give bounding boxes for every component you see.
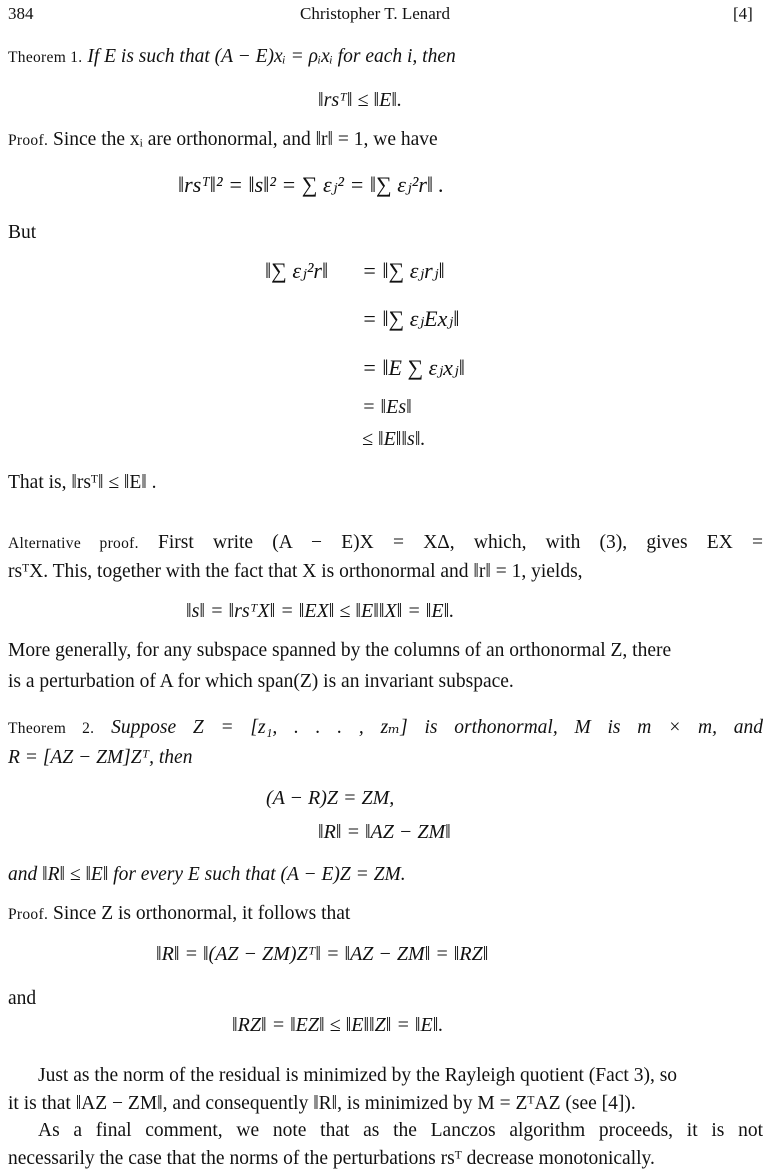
general-line-1: More generally, for any subspace spanned by the columns of an orthonormal Z, there <box>8 640 672 661</box>
chain-lhs: ‖∑ εⱼ²r‖ <box>265 258 329 283</box>
closing-line-3: As a final comment, we note that as the Lanczos algorithm proceeds, it is not <box>38 1120 763 1141</box>
alt-proof-text-1: First write (A − E)X = XΔ, which, with (3), gives EX = <box>158 532 763 553</box>
proof-1-text: Since the xᵢ are orthonormal, and ‖r‖ = 1, we have <box>53 129 438 150</box>
theorem-2-display-1: (A − R)Z = ZM, <box>266 787 395 809</box>
chain-line-4: = ‖Es‖ <box>362 396 412 418</box>
proof-1-display: ‖rsᵀ‖² = ‖s‖² = ∑ εⱼ² = ‖∑ εⱼ²r‖ . <box>178 172 445 197</box>
theorem-2-line-3: and ‖R‖ ≤ ‖E‖ for every E such that (A − E)Z = ZM. <box>8 864 406 885</box>
alt-proof-label: Alternative proof. <box>8 535 139 552</box>
theorem-2-line-1 <box>8 718 763 738</box>
alt-proof-line-2: rsᵀX. This, together with the fact that X is orthonormal and ‖r‖ = 1, yields, <box>8 561 583 582</box>
theorem-1-statement: If E is such that (A − E)xᵢ = ρᵢxᵢ for each i, then <box>87 46 456 67</box>
chain-line-3: = ‖E ∑ εⱼxⱼ‖ <box>362 355 465 380</box>
proof-1-label: Proof. <box>8 132 49 149</box>
theorem-1-label: Theorem 1. <box>8 49 83 66</box>
theorem-1-display: ‖rsᵀ‖ ≤ ‖E‖. <box>318 89 402 111</box>
page-number: 384 <box>8 4 34 23</box>
issue-reference: [4] <box>733 4 753 23</box>
closing-line-4: necessarily the case that the norms of the perturbations rsᵀ decrease monotonically. <box>8 1148 655 1169</box>
chain-line-1: = ‖∑ εⱼrⱼ‖ <box>362 258 445 283</box>
closing-line-1: Just as the norm of the residual is minimized by the Rayleigh quotient (Fact 3), so <box>38 1065 678 1086</box>
running-title: Christopher T. Lenard <box>300 4 450 23</box>
chain-line-2: = ‖∑ εⱼExⱼ‖ <box>362 306 460 331</box>
theorem-2-line-2: R = [AZ − ZM]Zᵀ, then <box>8 747 193 768</box>
alt-proof-line-1 <box>8 533 763 553</box>
general-line-2: is a perturbation of A for which span(Z) is an invariant subspace. <box>8 671 514 692</box>
proof-2-display-1: ‖R‖ = ‖(AZ − ZM)Zᵀ‖ = ‖AZ − ZM‖ = ‖RZ‖ <box>156 943 489 965</box>
alt-proof-display: ‖s‖ = ‖rsᵀX‖ = ‖EX‖ ≤ ‖E‖‖X‖ = ‖E‖. <box>186 600 455 622</box>
and-word: and <box>8 988 37 1009</box>
proof-2-display-2: ‖RZ‖ = ‖EZ‖ ≤ ‖E‖‖Z‖ = ‖E‖. <box>232 1014 444 1036</box>
theorem-2-label: Theorem 2. <box>8 720 95 737</box>
theorem-1 <box>8 47 456 67</box>
closing-line-2: it is that ‖AZ − ZM‖, and consequently ‖R‖, is minimized by M = ZᵀAZ (see [4]). <box>8 1093 636 1114</box>
proof-1 <box>8 130 438 150</box>
but-word: But <box>8 222 37 243</box>
proof-2 <box>8 904 350 924</box>
theorem-2-text-1: Suppose Z = [z₁, . . . , zₘ] is orthonormal, M is m × m, and <box>111 717 763 738</box>
that-is-line: That is, ‖rsᵀ‖ ≤ ‖E‖ . <box>8 472 157 493</box>
theorem-2-display-2: ‖R‖ = ‖AZ − ZM‖ <box>318 821 451 843</box>
proof-2-label: Proof. <box>8 906 49 923</box>
proof-2-text: Since Z is orthonormal, it follows that <box>53 903 351 924</box>
chain-line-5: ≤ ‖E‖‖s‖. <box>362 428 426 450</box>
